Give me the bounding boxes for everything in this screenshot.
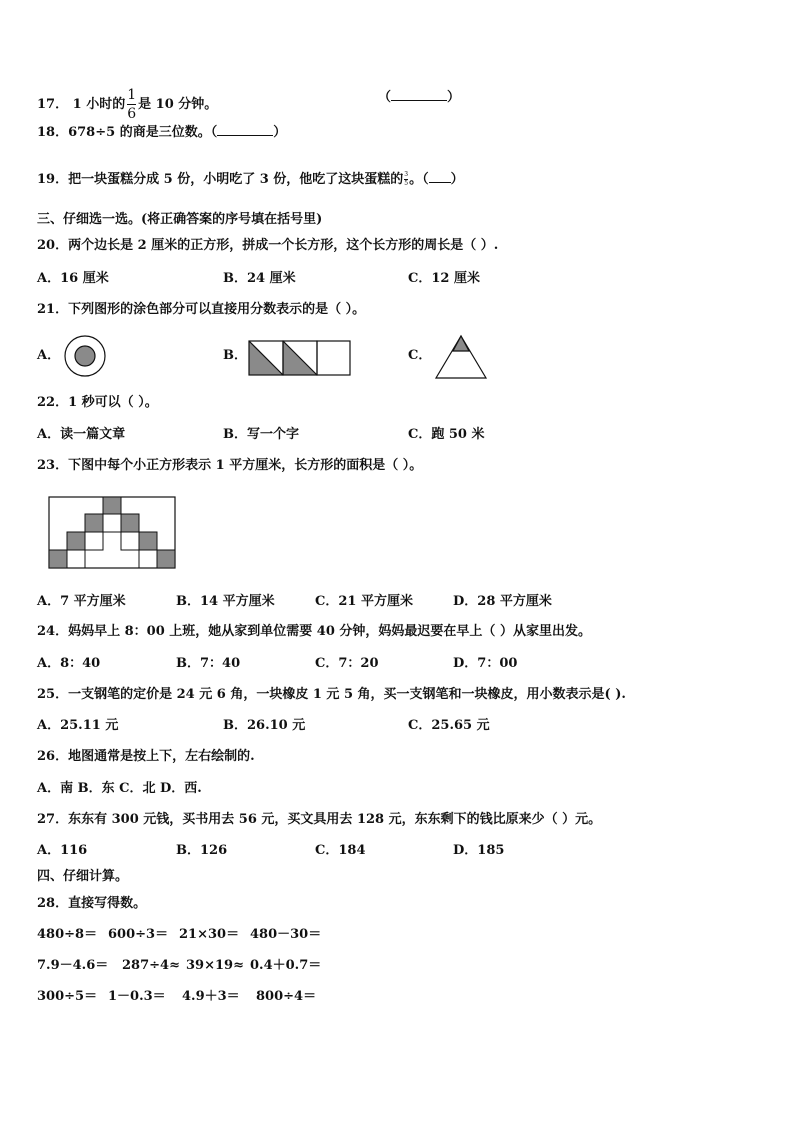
q24-option-c[interactable]: C．7：20 (315, 656, 379, 671)
q23-staircase-figure (48, 496, 178, 570)
q27-option-d[interactable]: D．185 (453, 843, 505, 858)
question-24: 24．妈妈早上 8：00 上班，她从家到单位需要 40 分钟，妈妈最迟要在早上（ ）从家里出发。 (37, 624, 591, 639)
q22-option-c[interactable]: C．跑 50 米 (408, 427, 485, 442)
calc-item[interactable]: 287÷4≈ (122, 958, 180, 973)
question-21: 21．下列图形的涂色部分可以直接用分数表示的是（ ）。 (37, 302, 366, 317)
q21-triangle-figure (434, 334, 488, 380)
calc-item[interactable]: 0.4＋0.7＝ (250, 958, 322, 973)
q21-squares-figure (248, 340, 352, 376)
q23-option-d[interactable]: D．28 平方厘米 (453, 594, 552, 609)
calc-item[interactable]: 21×30＝ (179, 927, 240, 942)
question-19: 19．把一块蛋糕分成 5 份，小明吃了 3 份，他吃了这块蛋糕的$\frac{3}{5}$。（ ） (37, 171, 464, 187)
calc-item[interactable]: 1－0.3＝ (108, 989, 166, 1004)
fraction-1-6: $\frac{1}{6}$ (127, 87, 137, 122)
q17-text-pre: 17． 1 小时的 (37, 97, 126, 112)
q20-option-c[interactable]: C．12 厘米 (408, 271, 480, 286)
calc-item[interactable]: 4.9＋3＝ (182, 989, 240, 1004)
question-25: 25．一支钢笔的定价是 24 元 6 角，一块橡皮 1 元 5 角，买一支钢笔和一块橡皮，用小数表示是( ). (37, 687, 626, 702)
q20-option-b[interactable]: B．24 厘米 (223, 271, 296, 286)
q18-text: 18．678÷5 的商是三位数。（ (37, 125, 218, 140)
question-20: 20．两个边长是 2 厘米的正方形，拼成一个长方形，这个长方形的周长是（ ）. (37, 238, 499, 253)
question-18: 18．678÷5 的商是三位数。（ ） (37, 125, 287, 140)
question-22: 22．1 秒可以（ ）。 (37, 395, 158, 410)
q22-option-a[interactable]: A．读一篇文章 (37, 427, 126, 442)
q23-option-a[interactable]: A．7 平方厘米 (37, 594, 126, 609)
q21-option-a[interactable]: A． (37, 348, 61, 363)
calc-item[interactable]: 480÷8＝ (37, 927, 98, 942)
question-28: 28．直接写得数。 (37, 896, 147, 911)
q21-option-b[interactable]: B． (223, 348, 247, 363)
section-3-heading: 三、仔细选一选。(将正确答案的序号填在括号里) (37, 212, 323, 227)
q23-option-b[interactable]: B．14 平方厘米 (176, 594, 275, 609)
q24-option-b[interactable]: B．7：40 (176, 656, 241, 671)
q18-answer-blank[interactable] (217, 135, 273, 136)
question-17 (37, 88, 217, 121)
q17-text-post: 是 10 分钟。 (138, 97, 218, 112)
section-4-heading: 四、仔细计算。 (37, 869, 129, 884)
calc-item[interactable]: 39×19≈ (186, 958, 244, 973)
q24-option-d[interactable]: D．7：00 (453, 656, 518, 671)
q22-option-b[interactable]: B．写一个字 (223, 427, 299, 442)
q17-answer-blank[interactable]: （ ） (378, 90, 461, 105)
q21-option-c[interactable]: C． (408, 348, 432, 363)
q25-option-a[interactable]: A．25.11 元 (37, 718, 119, 733)
q20-option-a[interactable]: A．16 厘米 (37, 271, 109, 286)
calc-item[interactable]: 300÷5＝ (37, 989, 98, 1004)
q24-option-a[interactable]: A．8：40 (37, 656, 101, 671)
calc-item[interactable]: 600÷3＝ (108, 927, 169, 942)
q27-option-c[interactable]: C．184 (315, 843, 366, 858)
question-23: 23．下图中每个小正方形表示 1 平方厘米，长方形的面积是（ ）。 (37, 458, 423, 473)
calc-item[interactable]: 480－30＝ (250, 927, 322, 942)
calc-item[interactable]: 7.9－4.6＝ (37, 958, 109, 973)
q27-option-a[interactable]: A．116 (37, 843, 88, 858)
q26-options[interactable]: A．南 B．东 C．北 D．西. (37, 781, 202, 796)
q25-option-c[interactable]: C．25.65 元 (408, 718, 490, 733)
q27-option-b[interactable]: B．126 (176, 843, 228, 858)
q19-text: 19．把一块蛋糕分成 5 份，小明吃了 3 份，他吃了这块蛋糕的 (37, 172, 404, 187)
q23-option-c[interactable]: C．21 平方厘米 (315, 594, 413, 609)
calc-item[interactable]: 800÷4＝ (256, 989, 317, 1004)
q21-circle-figure (63, 334, 107, 378)
fraction-3-5: $\frac{3}{5}$ (404, 171, 409, 187)
question-26: 26．地图通常是按上下，左右绘制的. (37, 749, 255, 764)
q19-answer-blank[interactable] (429, 182, 451, 183)
question-27: 27．东东有 300 元钱，买书用去 56 元，买文具用去 128 元，东东剩下的钱比原来少（ ）元。 (37, 812, 602, 827)
q25-option-b[interactable]: B．26.10 元 (223, 718, 306, 733)
